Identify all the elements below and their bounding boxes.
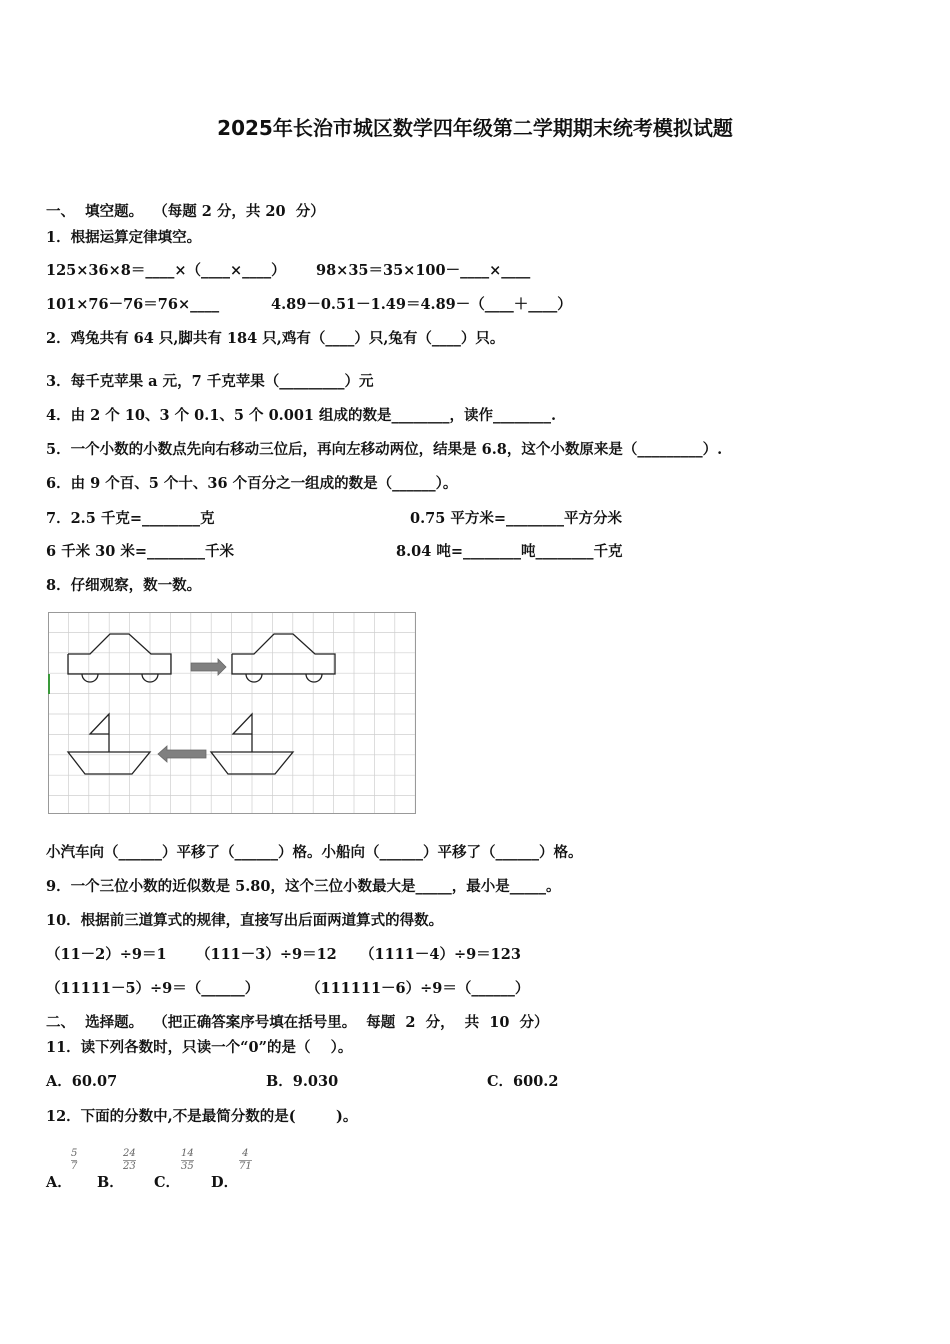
q4: 4．由 2 个 10、3 个 0.1、5 个 0.001 组成的数是________，读作________. (46, 407, 557, 424)
q12-option-d-label: D． (211, 1174, 239, 1191)
q8-stem: 8．仔细观察，数一数。 (46, 577, 202, 594)
q11-option-a: A．60.07 (46, 1073, 118, 1090)
q1-expr-c: 101×76－76＝76×____ (46, 296, 220, 313)
q10-eq-5: （111111－6）÷9＝（______） (306, 980, 530, 997)
q12-option-c-label: C． (154, 1174, 181, 1191)
q10-eq-2: （111－3）÷9＝12 (196, 946, 337, 963)
q12-fraction-a: $\frac{5}{7}$ (71, 1148, 78, 1172)
q10-eq-3: （1111－4）÷9＝123 (360, 946, 521, 963)
q1-stem: 1．根据运算定律填空。 (46, 229, 202, 246)
q7-a: 7．2.5 千克=________克 (46, 510, 215, 527)
figure-border (49, 613, 416, 814)
q11-option-b: B．9.030 (266, 1073, 339, 1090)
q1-expr-b: 98×35＝35×100－____×____ (316, 262, 531, 279)
q11-stem: 11．读下列各数时，只读一个“0”的是（ ）。 (46, 1039, 353, 1056)
car-left (68, 634, 171, 682)
q1-expr-d: 4.89－0.51－1.49＝4.89－（____＋____） (271, 296, 572, 313)
q12-option-a-label: A． (46, 1174, 72, 1191)
q10-stem: 10．根据前三道算式的规律，直接写出后面两道算式的得数。 (46, 912, 444, 929)
car-right (232, 634, 335, 682)
q5: 5．一个小数的小数点先向右移动三位后，再向左移动两位，结果是 6.8，这个小数原来是（_________）. (46, 441, 723, 458)
q12-option-b-label: B． (97, 1174, 124, 1191)
q12-fraction-d: $\frac{4}{71}$ (239, 1148, 252, 1172)
q12-stem: 12．下面的分数中,不是最简分数的是( )。 (46, 1108, 358, 1125)
right-arrow (191, 659, 226, 675)
q10-eq-1: （11－2）÷9＝1 (46, 946, 167, 963)
section-2-heading: 二、 选择题。 （把正确答案序号填在括号里。 每题 2 分， 共 10 分） (46, 1014, 549, 1031)
section-1-heading: 一、 填空题。 （每题 2 分，共 20 分） (46, 203, 325, 220)
q6: 6．由 9 个百、5 个十、36 个百分之一组成的数是（______）。 (46, 475, 458, 492)
q12-fraction-c: $\frac{14}{35}$ (181, 1148, 194, 1172)
q10-eq-4: （11111－5）÷9＝（______） (46, 980, 260, 997)
grid-lines (48, 612, 416, 814)
q1-expr-a: 125×36×8＝____×（____×____） (46, 262, 286, 279)
translation-figure (48, 612, 416, 814)
q7-d: 8.04 吨=________吨________千克 (396, 543, 623, 560)
q2: 2．鸡兔共有 64 只,脚共有 184 只,鸡有（____）只,兔有（____）只。 (46, 330, 505, 347)
left-arrow-shape (158, 746, 206, 762)
q7-b: 0.75 平方米=________平方分米 (410, 510, 623, 527)
q9: 9．一个三位小数的近似数是 5.80，这个三位小数最大是_____，最小是_____。 (46, 878, 561, 895)
q11-option-c: C．600.2 (487, 1073, 559, 1090)
q12-fraction-b: $\frac{24}{23}$ (123, 1148, 136, 1172)
q3: 3．每千克苹果 a 元，7 千克苹果（_________）元 (46, 373, 374, 390)
q7-c: 6 千米 30 米=________千米 (46, 543, 235, 560)
q8-answer: 小汽车向（______）平移了（______）格。小船向（______）平移了（______）格。 (46, 844, 583, 861)
page-title: 2025年长治市城区数学四年级第二学期期末统考模拟试题 (217, 116, 733, 140)
